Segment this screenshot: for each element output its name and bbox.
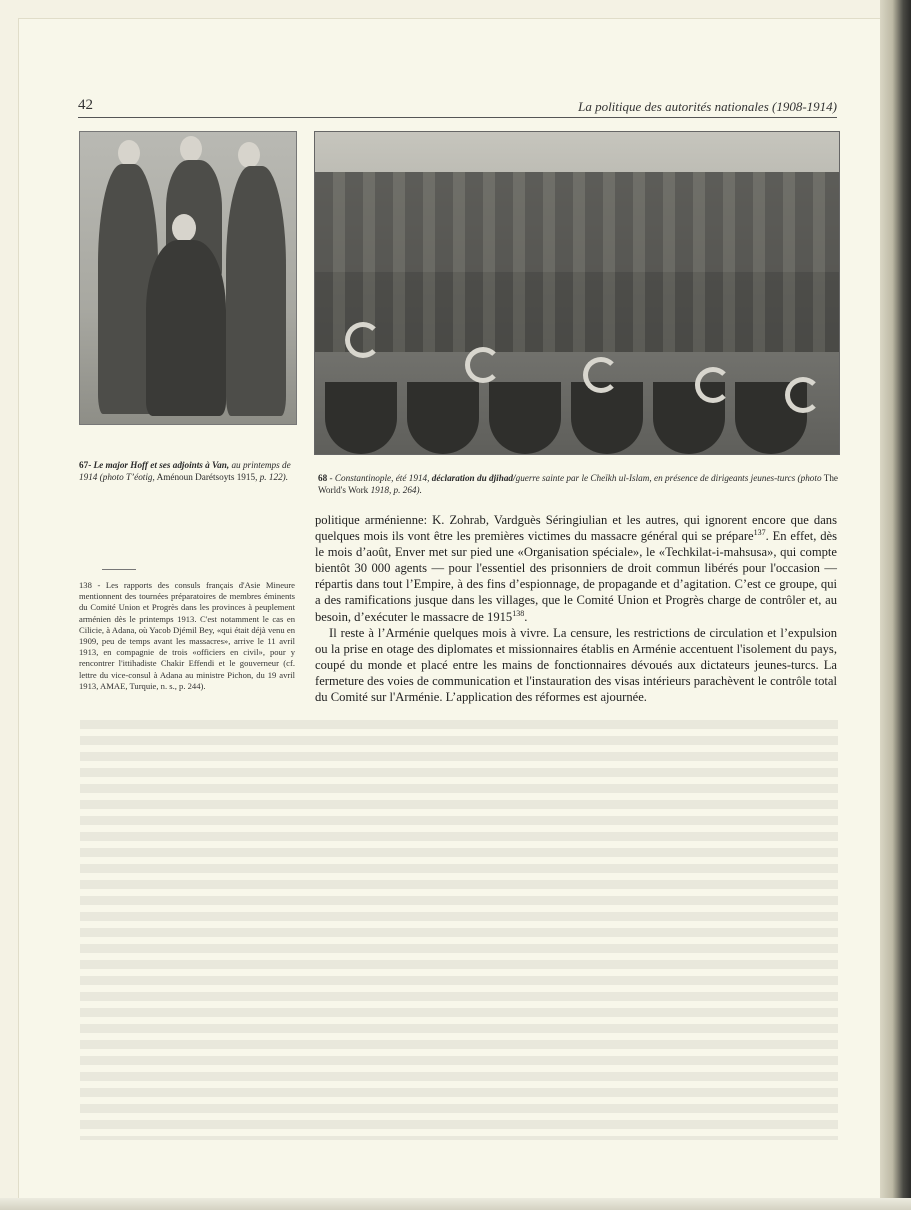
paragraph-1-part-c: .: [524, 609, 528, 624]
flag-drape: [489, 382, 561, 454]
fig68-place: - Constantinople, été 1914,: [329, 473, 430, 483]
person-figure: [226, 166, 286, 416]
flag-drape: [325, 382, 397, 454]
fig67-title: Le major Hoff et ses adjoints à Van,: [93, 460, 230, 470]
show-through-text: [80, 720, 838, 1140]
person-head: [180, 136, 202, 162]
footnote-rule: [102, 569, 136, 570]
flag-drape: [571, 382, 643, 454]
photo-djihad-declaration: [314, 131, 840, 455]
fig67-number: 67-: [79, 460, 92, 470]
crescent-icon: [785, 377, 821, 413]
fig68-source: The World's Work: [318, 473, 839, 495]
paragraph-1-part-a: politique arménienne: K. Zohrab, Vardguès Séringiulian et les autres, qui ignorent encore que dans quelques mois ils vont être les premières victimes du massacre général qui se prépare: [315, 513, 837, 544]
caption-fig-68: [318, 472, 838, 496]
fig68-page: 1918, p. 264).: [370, 485, 422, 495]
seated-person-head: [172, 214, 196, 242]
crescent-icon: [465, 347, 501, 383]
crowd-silhouettes: [315, 172, 839, 352]
paragraph-1-part-b: . En effet, dès le mois d’août, Enver met sur pied une «Organisation spéciale», le «Techkilat-i-mahsusa», qui compte bientôt 30 000 agents — pour l'essentiel des prisonniers de droit commun libérés pour l'occasion — répartis dans tout l’Empire, à des fins d’espionnage, de propagande et d’agitation. C’est ce groupe, qui a des ramifications jusque dans les villages, que le Comité Union et Progrès charge de contrôler et, au besoin, d’exécuter le massacre de 1915: [315, 529, 838, 624]
body-text: [315, 512, 837, 705]
fig67-page: p. 122).: [259, 472, 289, 482]
crescent-icon: [695, 367, 731, 403]
person-head: [118, 140, 140, 166]
header-rule: [78, 117, 837, 118]
page-number: 42: [78, 97, 93, 113]
page-bottom-edge: [0, 1198, 911, 1210]
photo-major-hoff: [79, 131, 297, 425]
running-title: La politique des autorités nationales (1908-1914): [578, 99, 837, 114]
paragraph-1: [315, 512, 837, 625]
caption-fig-67: [79, 459, 295, 483]
fig67-detail: au printemps de 1914 (photo T’éotig,: [79, 460, 291, 482]
flag-drape: [407, 382, 479, 454]
crescent-icon: [583, 357, 619, 393]
person-head: [238, 142, 260, 168]
fig68-number: 68: [318, 473, 328, 483]
paragraph-2: Il reste à l’Arménie quelques mois à vivre. La censure, les restrictions de circulation et l’expulsion ou la prise en otage des diplomates et missionnaires établis en Arménie accentuent l'isolement du pays, coupé du monde et placé entre les mains de fonctionnaires dévoués aux dictateurs jeunes-turcs. La fermeture des voies de communication et l'instauration des visas intérieurs parachèvent le contrôle total du Comité sur l'Arménie. L’application des réformes est ajournée.: [315, 625, 837, 705]
book-binding-edge: [880, 0, 911, 1210]
fig68-detail: guerre sainte par le Cheïkh ul-Islam, en présence de dirigeants jeunes-turcs (photo: [515, 473, 822, 483]
seated-person-figure: [146, 240, 226, 416]
note-ref-137: 137: [753, 527, 766, 537]
note-ref-138: 138: [512, 608, 525, 618]
footnote-138: 138 - Les rapports des consuls français d'Asie Mineure mentionnent des tournées préparatoires de membres éminents du Comité Union et Progrès dans les provinces à peuplement arménien dès le printemps 1913. C'est notamment le cas en Cilicie, à Adana, où Yacob Djémil Bey, «qui était déjà venu en 1909, peu de temps avant les massacres», arrive le 11 avril 1913, en compagnie de trois «officiers en civil», pour y rencontrer l'ittihadiste Chakir Effendi et le gouverneur (cf. lettre du vice-consul à Adana au ministre Pichon, du 19 avril 1913, AMAE, Turquie, n. s., p. 244).: [79, 580, 295, 691]
fig67-source: Aménoun Darétsoyts 1915,: [156, 472, 258, 482]
fig68-title: déclaration du djihad/: [431, 473, 516, 483]
crescent-icon: [345, 322, 381, 358]
